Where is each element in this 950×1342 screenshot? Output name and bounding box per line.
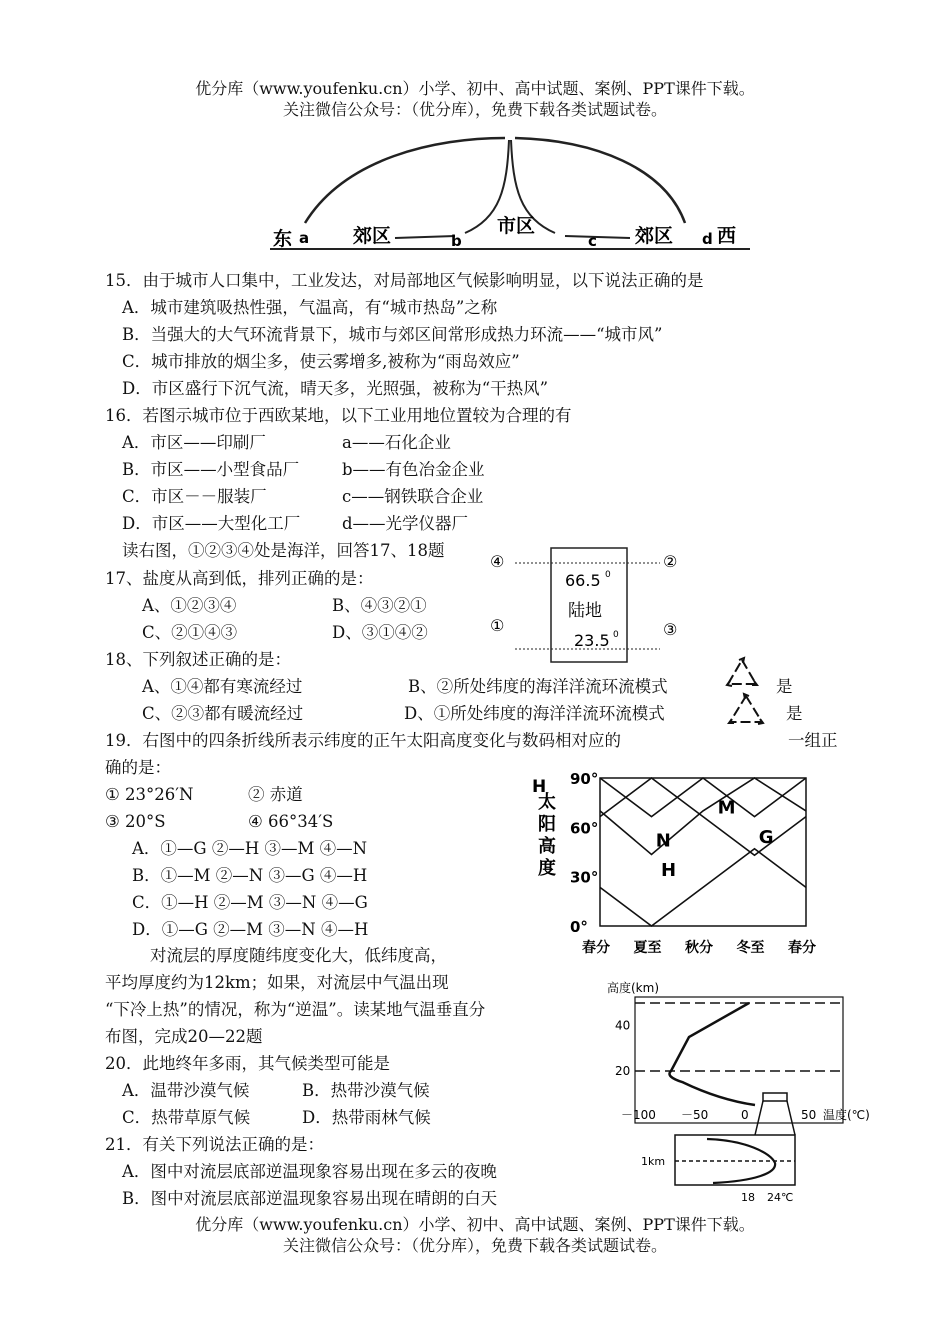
- q20-option-d: D．热带雨林气候: [302, 1108, 431, 1127]
- q17-stem: 17、盐度从高到低，排列正确的是：: [105, 569, 374, 588]
- chart2-ylabel: 高度(km): [607, 981, 660, 995]
- ocean-3: ③: [663, 620, 678, 639]
- chart2-inset-xtick-24: 24℃: [767, 1191, 794, 1204]
- lat-66-label: 66.5: [565, 571, 601, 590]
- lat-66-deg: 0: [605, 570, 611, 580]
- chart1-xtick: 夏至: [633, 940, 662, 956]
- q19-latitude-1: ① 23°26′N: [105, 785, 194, 804]
- q20-option-b: B．热带沙漠气候: [302, 1081, 430, 1100]
- q19-stem-c: 确的是：: [105, 758, 171, 777]
- label-suburb-right: 郊区: [635, 225, 674, 247]
- passage-line-4: 布图，完成20—22题: [105, 1027, 263, 1046]
- chart1-ylabel: 太阳高度: [538, 792, 556, 879]
- label-city: 市区: [497, 215, 536, 237]
- passage-line-2: 平均厚度约为12km；如果，对流层中气温出现: [105, 973, 449, 992]
- sun-altitude-chart: [530, 762, 820, 962]
- passage-line-1: 对流层的厚度随纬度变化大，低纬度高，: [150, 946, 447, 965]
- q19-option-c: C．①—H ②—M ③—N ④—G: [132, 893, 368, 912]
- q19-latitude-3: ③ 20°S: [105, 812, 166, 831]
- q16-option-b2: b——有色冶金企业: [342, 460, 485, 479]
- chart2-xtick: 50: [801, 1108, 817, 1122]
- chart1-xtick: 秋分: [685, 940, 713, 956]
- left-arc: [305, 138, 505, 223]
- chart2-inset-xtick-18: 18: [741, 1191, 755, 1204]
- ground-flow-right: [565, 236, 630, 238]
- passage-line-3: “下冷上热”的情况，称为“逆温”。读某地气温垂直分: [105, 1000, 486, 1019]
- chart2-inset-marker: [763, 1093, 787, 1101]
- chart1-unit-h: H: [532, 777, 547, 797]
- q15-option-a: A．城市建筑吸热性强，气温高，有“城市热岛”之称: [122, 298, 498, 317]
- label-c: c: [588, 232, 597, 250]
- q21-option-a: A．图中对流层底部逆温现象容易出现在多云的夜晚: [122, 1162, 497, 1181]
- q19-option-b: B．①—M ②—N ③—G ④—H: [132, 866, 368, 885]
- q19-latitude-2: ② 赤道: [248, 785, 303, 804]
- q18-stem: 18、下列叙述正确的是：: [105, 650, 291, 669]
- chart2-xtick: －100: [621, 1108, 656, 1122]
- q16-option-c2: c——钢铁联合企业: [342, 487, 484, 506]
- q21-option-b: B．图中对流层底部逆温现象容易出现在晴朗的白天: [122, 1189, 498, 1208]
- q16-option-a1: A．市区——印刷厂: [122, 433, 266, 452]
- q20-option-a: A．温带沙漠气候: [122, 1081, 250, 1100]
- q16-stem: 16．若图示城市位于西欧某地，以下工业用地位置较为合理的有: [105, 406, 572, 425]
- lat-23-deg: 0: [613, 630, 619, 640]
- q16-option-b1: B．市区——小型食品厂: [122, 460, 300, 479]
- chart2-temperature-curve: [670, 1003, 756, 1105]
- chart2-ytick: 20: [615, 1064, 631, 1078]
- q16-option-d1: D．市区——大型化工厂: [122, 514, 301, 533]
- chart1-series-label-N: N: [655, 830, 671, 852]
- land-ocean-figure: [485, 545, 695, 665]
- q16-option-d2: d——光学仪器厂: [342, 514, 469, 533]
- chart1-series-label-M: M: [717, 797, 736, 819]
- footer-line-2: 关注微信公众号：（优分库），免费下载各类试题试卷。: [282, 1236, 667, 1255]
- gyre-clockwise-icon: [724, 692, 768, 732]
- chart1-xtick: 冬至: [736, 940, 765, 956]
- chart2-xtick: －50: [681, 1108, 709, 1122]
- intro-17-18: 读右图，①②③④处是海洋，回答17、18题: [122, 541, 445, 560]
- q20-option-c: C．热带草原气候: [122, 1108, 251, 1127]
- gyre-counterclockwise-icon: [722, 656, 762, 696]
- q15-option-c: C．城市排放的烟尘多，使云雾增多,被称为“雨岛效应”: [122, 352, 520, 371]
- ocean-4: ④: [490, 552, 505, 571]
- q19-stem-b: 一组正: [788, 731, 838, 750]
- q19-stem-a: 19．右图中的四条折线所表示纬度的正午太阳高度变化与数码相对应的: [105, 731, 621, 750]
- q20-stem: 20．此地终年多雨，其气候类型可能是: [105, 1054, 390, 1073]
- chart2-ytick: 40: [615, 1018, 631, 1033]
- chart2-xtick: 0: [741, 1108, 749, 1122]
- q18-option-b: B、②所处纬度的海洋洋流环流模式: [408, 677, 668, 696]
- q18-option-a: A、①④都有寒流经过: [142, 677, 303, 696]
- chart1-xtick: 春分: [582, 940, 610, 956]
- label-d: d: [702, 230, 713, 248]
- chart1-ytick: 90°: [570, 770, 599, 788]
- chart2-inset-ylabel: 1km: [641, 1155, 666, 1168]
- q19-option-a: A．①—G ②—H ③—M ④—N: [132, 839, 368, 858]
- chart1-series-label-G: G: [758, 827, 774, 849]
- label-b: b: [451, 232, 462, 250]
- chart1-ytick: 30°: [570, 868, 599, 887]
- q21-stem: 21．有关下列说法正确的是：: [105, 1135, 324, 1154]
- q17-option-c: C、②①④③: [142, 623, 238, 642]
- q16-option-c1: C．市区－－服装厂: [122, 487, 267, 506]
- chart1-ytick: 0°: [570, 918, 588, 936]
- q17-option-a: A、①②③④: [142, 596, 237, 615]
- q18-option-b-end: 是: [776, 677, 793, 696]
- q17-option-d: D、③①④②: [332, 623, 428, 642]
- temperature-profile-chart: [595, 975, 895, 1210]
- q15-option-d: D．市区盛行下沉气流，晴天多，光照强，被称为“干热风”: [122, 379, 549, 398]
- city-circulation-figure: [265, 128, 755, 253]
- q18-option-d: D、①所处纬度的海洋洋流环流模式: [404, 704, 665, 723]
- label-east: 东: [273, 228, 293, 250]
- q16-option-a2: a——石化企业: [342, 433, 451, 452]
- label-west: 西: [717, 225, 737, 247]
- lat-23-label: 23.5: [574, 631, 610, 650]
- q19-option-d: D．①—G ②—M ③—N ④—H: [132, 920, 369, 939]
- chart1-ytick: 60°: [570, 819, 599, 838]
- header-line-2: 关注微信公众号：（优分库），免费下载各类试题试卷。: [282, 100, 667, 119]
- chart2-frame: [635, 997, 843, 1123]
- land-label: 陆地: [568, 601, 602, 621]
- label-suburb-left: 郊区: [353, 225, 392, 247]
- chart1-series-label-H: H: [660, 860, 677, 882]
- ocean-2: ②: [663, 552, 678, 571]
- ocean-1: ①: [490, 616, 505, 635]
- q18-option-d-end: 是: [786, 704, 803, 723]
- chart1-series-M: [600, 778, 806, 855]
- header-line-1: 优分库（www.youfenku.cn）小学、初中、高中试题、案例、PPT课件下载。: [195, 79, 755, 98]
- q18-option-c: C、②③都有暖流经过: [142, 704, 304, 723]
- q15-stem: 15．由于城市人口集中，工业发达，对局部地区气候影响明显，以下说法正确的是: [105, 271, 704, 290]
- chart1-xtick: 春分: [788, 940, 816, 956]
- q17-option-b: B、④③②①: [332, 596, 427, 615]
- label-a: a: [299, 229, 310, 247]
- chart1-series-H: [600, 849, 806, 926]
- ground-flow-left: [395, 236, 455, 238]
- q15-option-b: B．当强大的大气环流背景下，城市与郊区间常形成热力环流——“城市风”: [122, 325, 663, 344]
- right-arc: [515, 138, 685, 223]
- footer-line-1: 优分库（www.youfenku.cn）小学、初中、高中试题、案例、PPT课件下载。: [195, 1215, 755, 1234]
- chart2-xlabel: 温度(℃): [823, 1108, 870, 1122]
- q19-latitude-4: ④ 66°34′S: [248, 812, 334, 831]
